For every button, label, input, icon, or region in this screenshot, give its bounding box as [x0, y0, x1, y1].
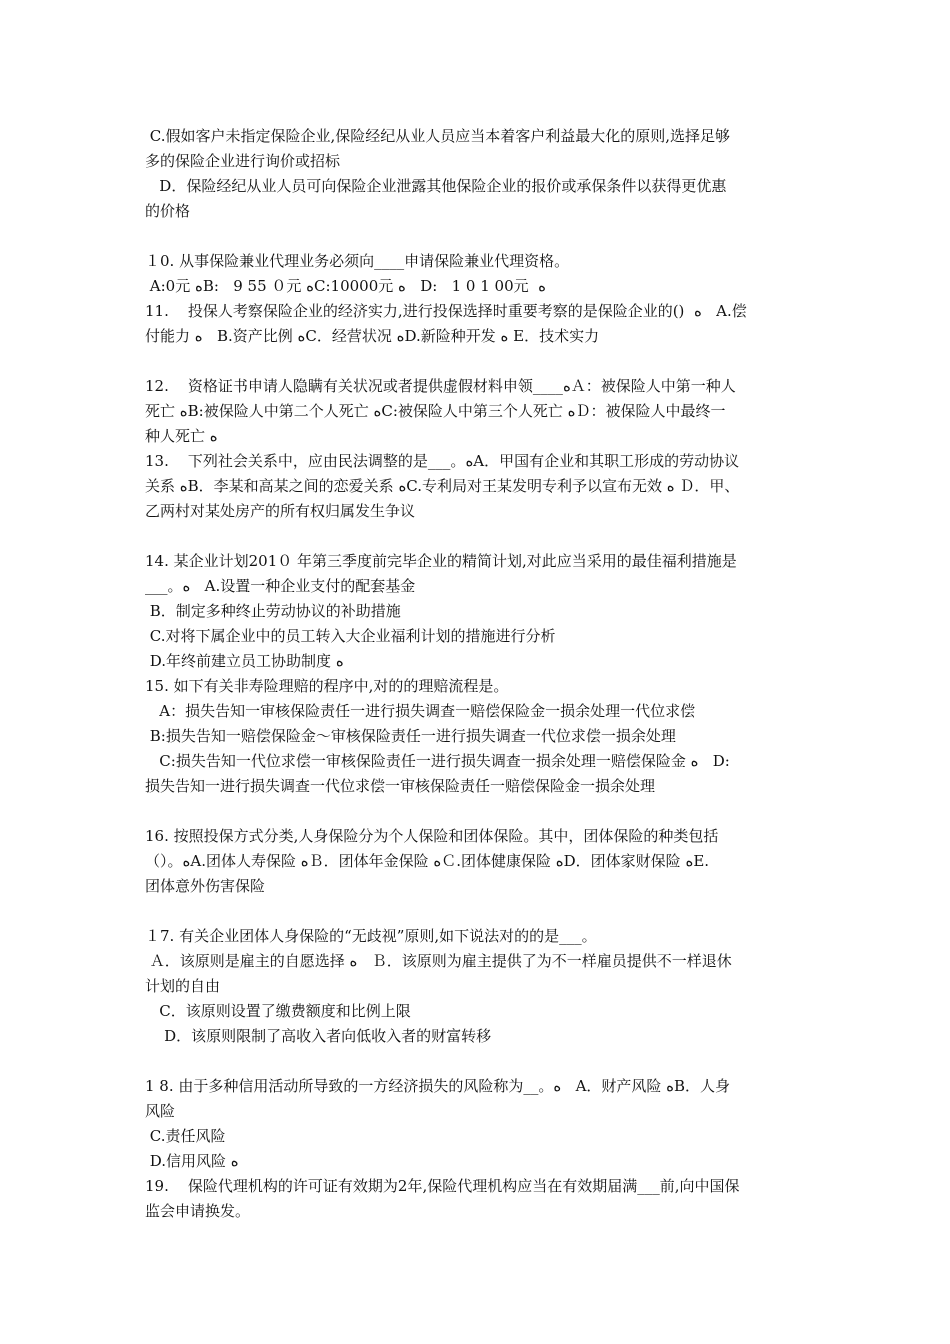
text-line: B．制定多种终止劳动协议的补助措施 [145, 602, 401, 620]
question-block [145, 824, 810, 899]
text-line: （）。ﻩA.团体人寿保险 ﻩＢ．团体年金保险 ﻩＣ.团体健康保险 ﻩD．团体家财保险 ﻩE. [145, 852, 710, 870]
text-line: C．该原则设置了缴费额度和比例上限 [145, 1002, 411, 1020]
text-line: A：损失告知一审核保险责任一进行损失调查一赔偿保险金一损余处理一代位求偿 [145, 702, 696, 720]
text-line: 付能力 ﻩ B.资产比例 ﻩC．经营状况 ﻩD.新险种开发 ﻩ E．技术实力 [145, 327, 600, 345]
question-block [145, 549, 810, 799]
text-line: 16. 按照投保方式分类,人身保险分为个人保险和团体保险。其中，团体保险的种类包括 [145, 827, 719, 845]
paragraph-spacer [145, 524, 810, 549]
text-line: D.年终前建立员工协助制度 ﻩ [145, 652, 344, 670]
question-block [145, 924, 810, 1049]
text-line: 13. 下列社会关系中，应由民法调整的是___。ﻩA．甲国有企业和其职工形成的劳动协议 [145, 452, 740, 470]
text-line: 15. 如下有关非寿险理赔的程序中,对的的理赔流程是。 [145, 677, 509, 695]
text-line: 12. 资格证书申请人隐瞒有关状况或者提供虚假材料申领____ﻩＡ：被保险人中第一种人 [145, 377, 736, 395]
question-block [145, 124, 810, 224]
text-line: 损失告知一进行损失调查一代位求偿一审核保险责任一赔偿保险金一损余处理 [145, 777, 656, 795]
paragraph-spacer [145, 1049, 810, 1074]
paragraph-spacer [145, 899, 810, 924]
text-line: １7. 有关企业团体人身保险的“无歧视”原则,如下说法对的的是___。 [145, 927, 597, 945]
text-line: 种人死亡 ﻩ [145, 427, 218, 445]
text-line: C.责任风险 [145, 1127, 226, 1145]
text-line: 计划的自由 [145, 977, 221, 995]
paragraph-spacer [145, 799, 810, 824]
text-line: 监会申请换发。 [145, 1202, 251, 1220]
document-body [145, 124, 810, 1224]
text-line: 乙两村对某处房产的所有权归属发生争议 [145, 502, 416, 520]
text-line: 风险 [145, 1102, 176, 1120]
text-line: 19. 保险代理机构的许可证有效期为2年,保险代理机构应当在有效期届满___前,向中国保 [145, 1177, 740, 1195]
text-line: ___。ﻩ A.设置一种企业支付的配套基金 [145, 577, 416, 595]
text-line: 团体意外伤害保险 [145, 877, 266, 895]
text-line: A:0元 ﻩB: 9 55 ０元 ﻩC:10000元 ﻩ D: 1 0 1 00元 ﻩ [145, 277, 547, 295]
paragraph-spacer [145, 349, 810, 374]
question-block [145, 1074, 810, 1224]
text-line: 的价格 [145, 202, 191, 220]
text-line: C.假如客户未指定保险企业,保险经纪从业人员应当本着客户利益最大化的原则,选择足够 [145, 127, 731, 145]
text-line: D．该原则限制了高收入者向低收入者的财富转移 [145, 1027, 492, 1045]
text-line: 14. 某企业计划201０ 年第三季度前完毕企业的精简计划,对此应当采用的最佳福利措施是 [145, 552, 737, 570]
text-line: 死亡 ﻩB:被保险人中第二个人死亡 ﻩC:被保险人中第三个人死亡 ﻩＤ：被保险人中最终一 [145, 402, 726, 420]
text-line: １0. 从事保险兼业代理业务必须向____申请保险兼业代理资格。 [145, 252, 570, 270]
text-line: 11. 投保人考察保险企业的经济实力,进行投保选择时重要考察的是保险企业的() ﻩ A.偿 [145, 302, 747, 320]
text-line: B:损失告知一赔偿保险金～审核保险责任一进行损失调查一代位求偿一损余处理 [145, 727, 676, 745]
text-line: 关系 ﻩB．李某和高某之间的恋爱关系 ﻩC.专利局对王某发明专利予以宣布无效 ﻩ Ｄ．甲、 [145, 477, 740, 495]
text-line: 1 8. 由于多种信用活动所导致的一方经济损失的风险称为__。ﻩ A．财产风险 ﻩB．人身 [145, 1077, 731, 1095]
text-line: 多的保险企业进行询价或招标 [145, 152, 341, 170]
text-line: C:损失告知一代位求偿一审核保险责任一进行损失调查一损余处理一赔偿保险金 ﻩ D: [145, 752, 730, 770]
text-line: Ａ．该原则是雇主的自愿选择 ﻩ Ｂ．该原则为雇主提供了为不一样雇员提供不一样退休 [145, 952, 732, 970]
question-block [145, 249, 810, 349]
paragraph-spacer [145, 224, 810, 249]
text-line: D.信用风险 ﻩ [145, 1152, 239, 1170]
text-line: C.对将下属企业中的员工转入大企业福利计划的措施进行分析 [145, 627, 556, 645]
text-line: D．保险经纪从业人员可向保险企业泄露其他保险企业的报价或承保条件以获得更优惠 [145, 177, 727, 195]
question-block [145, 374, 810, 524]
